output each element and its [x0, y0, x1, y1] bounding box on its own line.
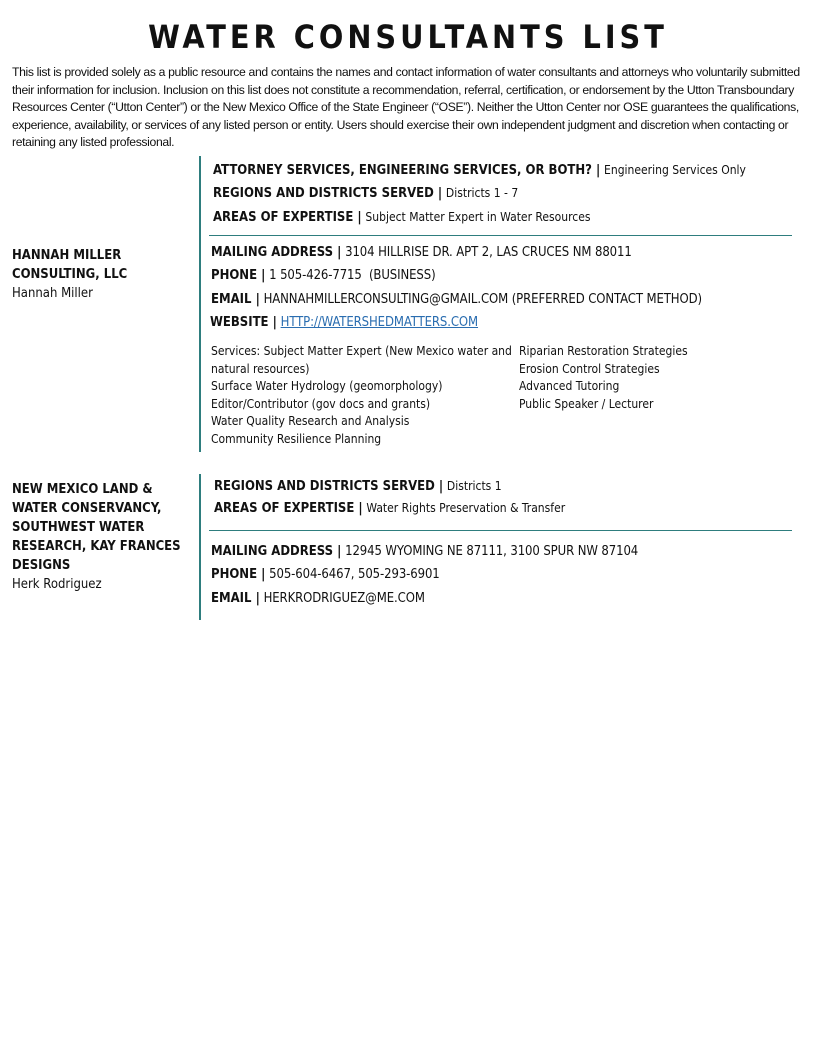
expertise-label: AREAS OF EXPERTISE	[213, 210, 354, 225]
disclaimer-paragraph: This list is provided solely as a public resource and contains the names and contact information of water consultants and attorneys who voluntarily submitted their information for inclusion. Inclusion on this list does not constitute a recommendation, referral, certification, or endorsement by the Utton Transboundary Resources Center (“Utton Center”) or the New Mexico Office of the State Engineer (“OSE”). Neither the Utton Center nor OSE guarantees the qualifications, experience, availability, or services of any listed person or entity. Users should exercise their own independent judgment and discretion when contacting or retaining any listed professional.	[12, 65, 800, 150]
entry2-regions-row: REGIONS AND DISTRICTS SERVED | Districts 1	[214, 479, 502, 494]
entry2-expertise-value: Water Rights Preservation & Transfer	[366, 501, 566, 515]
email-label: EMAIL	[211, 292, 252, 307]
list-item: Advanced Tutoring	[519, 379, 620, 394]
regions-label: REGIONS AND DISTRICTS SERVED	[214, 479, 435, 494]
entry2-contact-person: Herk Rodriguez	[12, 577, 102, 592]
regions-label: REGIONS AND DISTRICTS SERVED	[213, 186, 434, 201]
entry2-regions-value: Districts 1	[446, 479, 502, 493]
entry1-divider-horizontal	[209, 235, 792, 236]
list-item: Editor/Contributor (gov docs and grants)	[211, 396, 431, 411]
entry2-divider-vertical	[199, 474, 201, 620]
entry1-regions-row: REGIONS AND DISTRICTS SERVED | Districts 1 - 7	[213, 186, 519, 201]
entry1-phone-row: PHONE | 1 505-426-7715 (BUSINESS)	[211, 268, 436, 283]
entry2-mailing-row: MAILING ADDRESS | 12945 WYOMING NE 87111, 3100 SPUR NW 87104	[211, 544, 639, 559]
website-label: WEBSITE	[210, 315, 269, 330]
entry1-email-value: HANNAHMILLERCONSULTING@GMAIL.COM (PREFERRED CONTACT METHOD)	[263, 292, 702, 307]
entry1-services-list-right	[519, 343, 688, 413]
entry2-phone-value: 505-604-6467, 505-293-6901	[269, 567, 440, 582]
entry2-phone-row: PHONE | 505-604-6467, 505-293-6901	[211, 567, 440, 582]
entry2-firm-name-line2: WATER CONSERVANCY,	[12, 501, 162, 516]
entry2-name-block	[12, 480, 181, 594]
list-item: Surface Water Hydrology (geomorphology)	[211, 379, 443, 394]
services-type-label: ATTORNEY SERVICES, ENGINEERING SERVICES, OR BOTH?	[213, 163, 592, 178]
entry2-expertise-row: AREAS OF EXPERTISE | Water Rights Preservation & Transfer	[214, 501, 566, 516]
entry1-services-list-left	[211, 343, 512, 449]
list-item: Water Quality Research and Analysis	[211, 414, 410, 429]
email-label: EMAIL	[211, 591, 252, 606]
entry1-website-row: WEBSITE | HTTP://WATERSHEDMATTERS.COM	[210, 315, 479, 330]
entry1-name-block	[12, 246, 127, 303]
mailing-label: MAILING ADDRESS	[211, 544, 334, 559]
entry1-firm-name-line2: CONSULTING, LLC	[12, 267, 128, 282]
list-item: Riparian Restoration Strategies	[519, 344, 688, 358]
entry1-divider-vertical	[199, 156, 201, 452]
entry1-contact-person: Hannah Miller	[12, 286, 93, 301]
entry2-firm-name-line5: DESIGNS	[12, 558, 71, 573]
entry2-firm-name-line4: RESEARCH, KAY FRANCES	[12, 539, 181, 554]
mailing-label: MAILING ADDRESS	[211, 245, 334, 260]
entry1-phone-value: 1 505-426-7715 (BUSINESS)	[269, 268, 436, 283]
list-item: Community Resilience Planning	[211, 431, 382, 446]
phone-label: PHONE	[211, 567, 258, 582]
entry2-email-row: EMAIL | HERKRODRIGUEZ@ME.COM	[211, 591, 425, 606]
page-title: WATER CONSULTANTS LIST	[148, 18, 668, 56]
entry2-divider-horizontal	[209, 530, 792, 531]
entry1-expertise-row: AREAS OF EXPERTISE | Subject Matter Expert in Water Resources	[213, 210, 591, 225]
list-item: Erosion Control Strategies	[519, 361, 660, 376]
entry2-firm-name-line3: SOUTHWEST WATER	[12, 520, 145, 535]
phone-label: PHONE	[211, 268, 258, 283]
expertise-label: AREAS OF EXPERTISE	[214, 501, 355, 516]
entry1-website-link[interactable]: HTTP://WATERSHEDMATTERS.COM	[280, 315, 479, 330]
entry1-mailing-row: MAILING ADDRESS | 3104 HILLRISE DR. APT 2, LAS CRUCES NM 88011	[211, 245, 632, 260]
entry1-services-type-value: Engineering Services Only	[604, 163, 746, 177]
list-item: Services: Subject Matter Expert (New Mexico water and	[211, 344, 512, 358]
entry2-email-value: HERKRODRIGUEZ@ME.COM	[263, 591, 425, 606]
entry1-firm-name-line1: HANNAH MILLER	[12, 248, 122, 263]
entry2-firm-name-line1: NEW MEXICO LAND &	[12, 482, 153, 497]
entry1-services-type-row: ATTORNEY SERVICES, ENGINEERING SERVICES, OR BOTH? | Engineering Services Only	[213, 163, 746, 178]
entry2-mailing-value: 12945 WYOMING NE 87111, 3100 SPUR NW 87104	[345, 544, 639, 559]
entry1-email-row: EMAIL | HANNAHMILLERCONSULTING@GMAIL.COM (PREFERRED CONTACT METHOD)	[211, 292, 702, 307]
list-item: natural resources)	[211, 361, 310, 376]
entry1-regions-value: Districts 1 - 7	[445, 186, 519, 200]
entry1-mailing-value: 3104 HILLRISE DR. APT 2, LAS CRUCES NM 88011	[345, 245, 632, 260]
list-item: Public Speaker / Lecturer	[519, 396, 654, 411]
entry1-expertise-value: Subject Matter Expert in Water Resources	[365, 210, 591, 224]
